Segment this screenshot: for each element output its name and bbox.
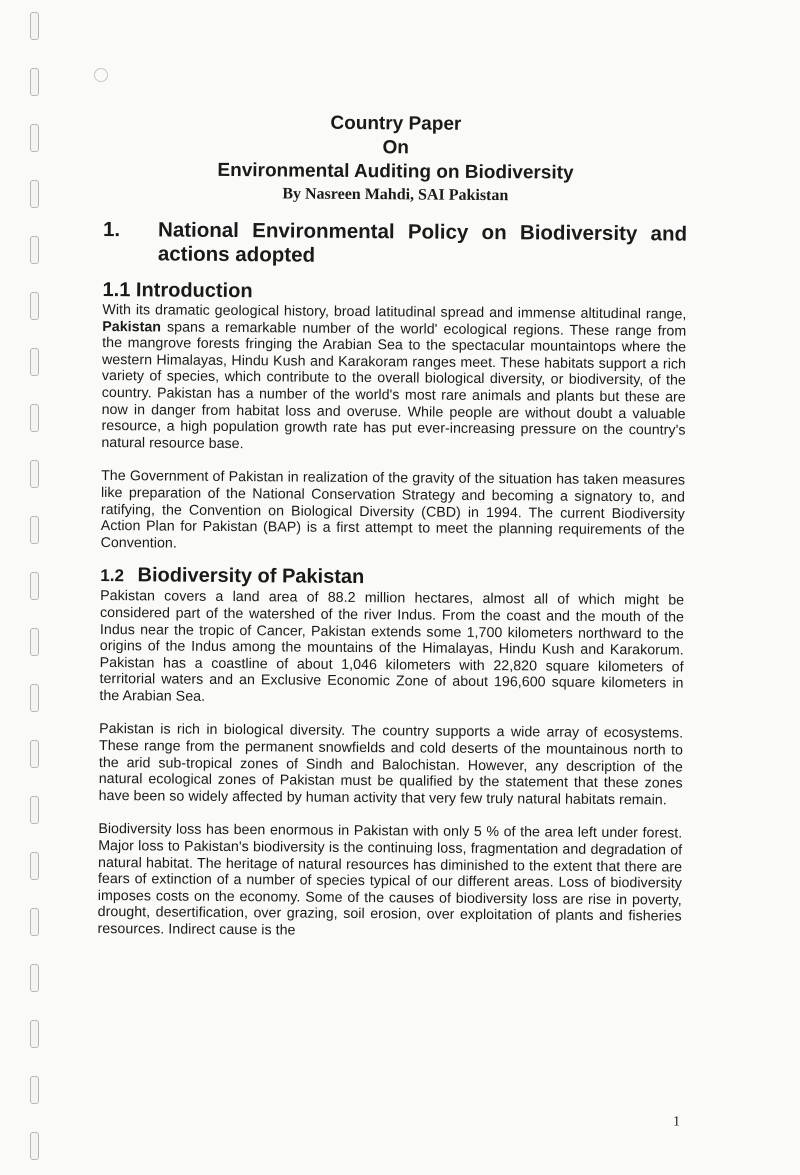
punch-hole <box>30 796 39 824</box>
binder-punch-holes <box>28 0 42 1175</box>
punch-hole <box>30 516 39 544</box>
paragraph: Pakistan covers a land area of 88.2 million hectares, almost all of which might be considered part of the watershed of the river Indus. From the coast and the mouth of the Indus near the tropic of Cancer, Pakistan extends some 1,700 kilometers northward to the origins of the Indus among the mountains of the Himalayas, Hindu Kush and Karakorum. Pakistan has a coastline of about 1,046 kilometers with 22,820 square kilometers of territorial waters and an Exclusive Economic Zone of about 196,600 square kilometers in the Arabian Sea. <box>99 588 685 705</box>
punch-hole <box>30 572 39 600</box>
punch-hole <box>30 460 39 488</box>
punch-hole <box>30 852 39 880</box>
paragraph-text: With its dramatic geological history, broad latitudinal spread and immense altitudinal range, <box>102 301 687 323</box>
punch-hole <box>30 68 39 96</box>
section-number: 1.2 <box>100 566 125 586</box>
punch-hole <box>30 908 39 936</box>
paragraph: The Government of Pakistan in realization of the gravity of the situation has taken measures like preparation of the National Conservation Strategy and becoming a signatory to, and ratifying, the Convention on Biological Diversity (CBD) in 1994. The current Biodiversity Action Plan for Pakistan (BAP) is a first attempt to meet the planning requirements of the Convention. <box>100 468 686 552</box>
paragraph: Biodiversity loss has been enormous in Pakistan with only 5 % of the area left under forest. Major loss to Pakistan's biodiversity is the continuing loss, fragmentation and degradation of natural habitat. The heritage of natural resources has diminished to the extent that there are fears of extinction of a number of species typical of our different areas. Loss of biodiversity imposes costs on the economy. Some of the causes of biodiversity loss are rise in poverty, drought, desertification, over grazing, soil erosion, over exploitation of plants and fisheries resources. Indirect cause is the <box>97 821 683 939</box>
title-line-2: On <box>382 137 409 159</box>
section-1-2-body <box>98 588 685 942</box>
punch-hole <box>30 236 39 264</box>
title-line-1: Country Paper <box>330 112 462 135</box>
punch-hole <box>30 124 39 152</box>
section-title: Biodiversity of Pakistan <box>137 564 365 589</box>
punch-hole <box>30 12 39 40</box>
section-title: Introduction <box>135 279 253 303</box>
paragraph-text: spans a remarkable number of the world' ecological regions. These range from the mangrove forests fringing the Arabian Sea to the spectacular mountaintops where the western Himalayas, Hindu Kush and Karakoram ranges meet. These habitats support a rich variety of species, which contribute to the overall biological diversity, or biodiversity, of the country. Pakistan has a number of the world's most rare animals and plants but these are now in danger from habitat loss and overuse. While people are without doubt a valuable resource, a high population growth rate has put ever-increasing pressure on the country's natural resource base. <box>101 319 687 452</box>
punch-hole <box>30 292 39 320</box>
punch-hole <box>30 1076 39 1104</box>
title-block <box>103 110 688 209</box>
punch-hole <box>30 628 39 656</box>
section-1-heading <box>103 218 687 271</box>
document-body <box>97 110 688 1130</box>
punch-hole <box>30 180 39 208</box>
bold-text: Pakistan <box>102 318 162 336</box>
section-number: 1.1 <box>102 278 131 302</box>
section-number: 1. <box>102 217 121 242</box>
punch-hole <box>30 1132 39 1160</box>
punch-hole <box>30 1020 39 1048</box>
title-line-3: Environmental Auditing on Biodiversity <box>217 159 574 184</box>
paragraph: Pakistan is rich in biological diversity. The country supports a wide array of ecosystems. These range from the permanent snowfields and cold deserts of the mountainous north to the arid sub-tropical zones of Sindh and Balochistan. However, any description of the natural ecological zones of Pakistan must be qualified by the statement that these zones have been so widely affected by human activity that very few truly natural habitats remain. <box>98 721 684 809</box>
punch-hole <box>30 964 39 992</box>
section-1-1-body <box>101 302 687 556</box>
page-number: 1 <box>673 1114 681 1130</box>
punch-hole <box>30 348 39 376</box>
punch-hole <box>30 684 39 712</box>
author-byline: By Nasreen Mahdi, SAI Pakistan <box>282 185 509 205</box>
scan-mark <box>94 68 108 82</box>
punch-hole <box>30 740 39 768</box>
section-title: National Environmental Policy on Biodiversity and actions adopted <box>157 218 688 267</box>
paragraph <box>101 302 686 456</box>
punch-hole <box>30 404 39 432</box>
